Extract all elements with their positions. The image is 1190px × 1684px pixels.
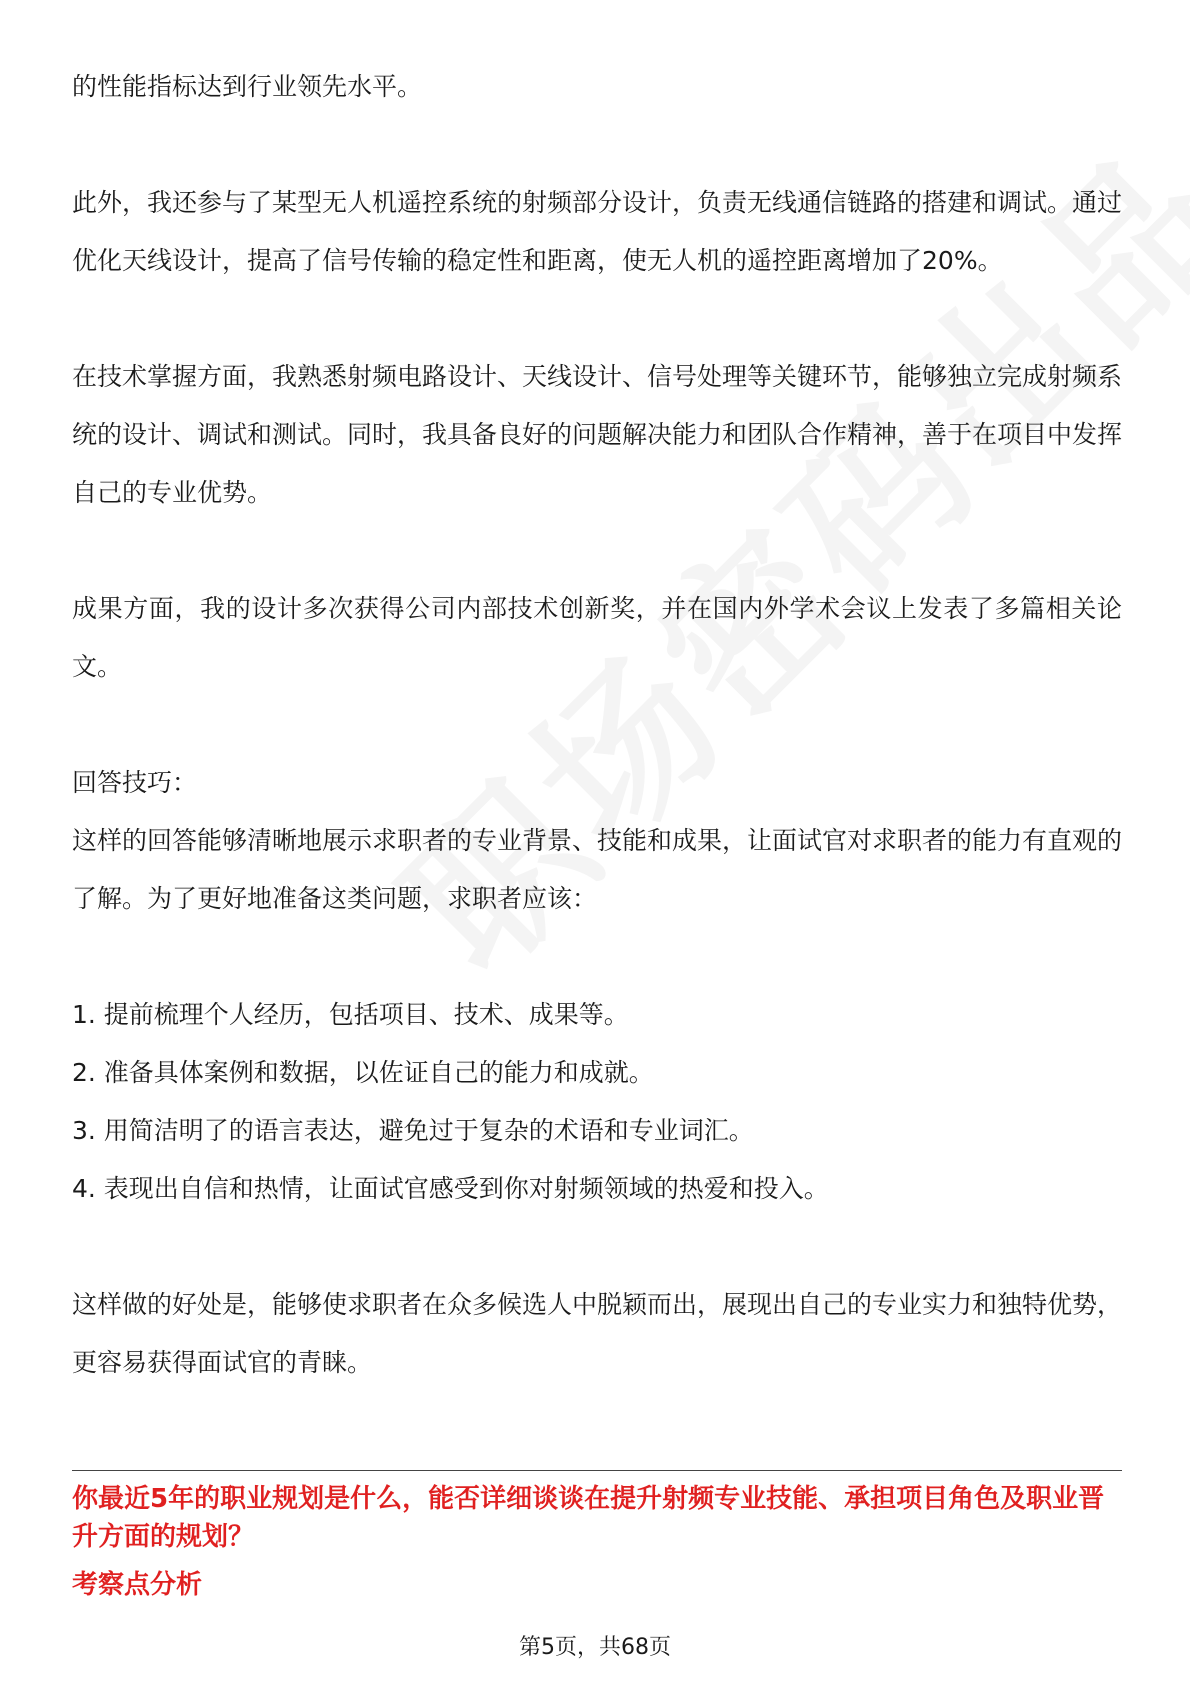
paragraph-drone-project: 此外，我还参与了某型无人机遥控系统的射频部分设计，负责无线通信链路的搭建和调试。通过优化天线设计，提高了信号传输的稳定性和距离，使无人机的遥控距离增加了20%。 <box>72 188 1123 275</box>
paragraph-gap <box>72 116 1122 174</box>
body-content <box>72 58 1122 1392</box>
paragraph-gap <box>72 696 1122 754</box>
paragraph-continuation: 的性能指标达到行业领先水平。 <box>72 72 423 101</box>
list-item: 2. 准备具体案例和数据，以佐证自己的能力和成就。 <box>72 1058 654 1087</box>
paragraph-gap <box>72 522 1122 580</box>
paragraph-gap <box>72 928 1122 986</box>
section-divider <box>72 1470 1122 1471</box>
paragraph-gap <box>72 1218 1122 1276</box>
list-item: 3. 用简洁明了的语言表达，避免过于复杂的术语和专业词汇。 <box>72 1116 754 1145</box>
paragraph-closing: 这样做的好处是，能够使求职者在众多候选人中脱颖而出，展现出自己的专业实力和独特优势，更容易获得面试官的青睐。 <box>72 1290 1123 1377</box>
paragraph-technical-skills: 在技术掌握方面，我熟悉射频电路设计、天线设计、信号处理等关键环节，能够独立完成射频系统的设计、调试和测试。同时，我具备良好的问题解决能力和团队合作精神，善于在项目中发挥自己的专业优势。 <box>72 362 1123 507</box>
tips-body: 这样的回答能够清晰地展示求职者的专业背景、技能和成果，让面试官对求职者的能力有直观的了解。为了更好地准备这类问题，求职者应该： <box>72 826 1123 913</box>
tips-heading: 回答技巧： <box>72 768 198 797</box>
list-item: 4. 表现出自信和热情，让面试官感受到你对射频领域的热爱和投入。 <box>72 1174 829 1203</box>
paragraph-gap <box>72 290 1122 348</box>
page-number: 第5页，共68页 <box>519 1635 671 1660</box>
list-item: 1. 提前梳理个人经历，包括项目、技术、成果等。 <box>72 1000 629 1029</box>
analysis-heading: 考察点分析 <box>72 1570 203 1600</box>
interview-question: 你最近5年的职业规划是什么，能否详细谈谈在提升射频专业技能、承担项目角色及职业晋升方面的规划？ <box>72 1484 1105 1552</box>
tips-list <box>72 986 1122 1218</box>
paragraph-achievements: 成果方面，我的设计多次获得公司内部技术创新奖，并在国内外学术会议上发表了多篇相关论文。 <box>72 594 1122 681</box>
